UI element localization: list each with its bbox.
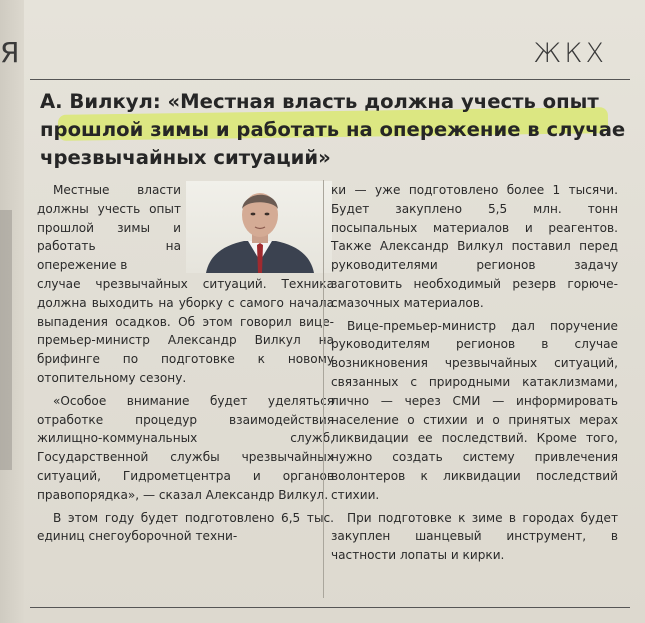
paragraph-3: В этом году будет подготовлено 6,5 тыс. единиц снегоуборочной техни- xyxy=(37,510,334,544)
header-rule xyxy=(30,79,630,80)
paragraph-2: «Особое внимание будет уделяться отработке процедур взаимодействия жилищно-коммунальных служб, Государственной службы чрезвычайных ситуаций, Гидрометцентра и органов правопорядка», — сказал Александр Вилкул. xyxy=(37,393,334,502)
portrait-photo xyxy=(186,181,332,273)
section-label-left: Я xyxy=(0,36,21,69)
article-intro xyxy=(37,181,181,275)
paragraph-5: Вице-премьер-министр дал поручение руководителям регионов в случае возникновения чрезвычайных ситуаций, связанных с природными катаклизмами, лично — через СМИ — информировать население о стихии и о принятых мерах ликвидации ее последствий. Кроме того, нужно создать систему привлечения волонтеров к ликвидации последствий стихии. xyxy=(331,318,618,502)
paragraph-1-continued: случае чрезвычайных ситуаций. Техника должна выходить на уборку с самого начала выпадения осадков. Об этом говорил вице-премьер-министр Александр Вилкул на брифинге по подготовке к новому отопительному сезону. xyxy=(37,277,334,385)
article-headline: А. Вилкул: «Местная власть должна учесть опыт прошлой зимы и работать на опережение в случае чрезвычайных ситуаций» xyxy=(40,90,626,169)
section-label-right: ЖКХ xyxy=(533,38,607,69)
adjacent-page-edge xyxy=(0,0,24,623)
paragraph-4: ки — уже подготовлено более 1 тысячи. Будет закуплено 5,5 млн. тонн посыпальных материалов и реагентов. Также Александр Вилкул поставил перед руководителями регионов задачу заготовить необходимый резерв горюче-смазочных материалов. xyxy=(331,183,618,310)
adjacent-page-image-fragment xyxy=(0,210,12,470)
article-column-right xyxy=(331,181,618,565)
article-column-left xyxy=(37,275,334,546)
footer-rule xyxy=(30,607,630,608)
paragraph-intro: Местные власти должны учесть опыт прошлой зимы и работать на опережение в xyxy=(37,183,181,273)
portrait-photo-icon xyxy=(186,181,332,273)
paragraph-6: При подготовке к зиме в городах будет закуплен шанцевый инструмент, в частности лопаты и кирки. xyxy=(331,510,618,563)
column-divider xyxy=(323,180,324,598)
